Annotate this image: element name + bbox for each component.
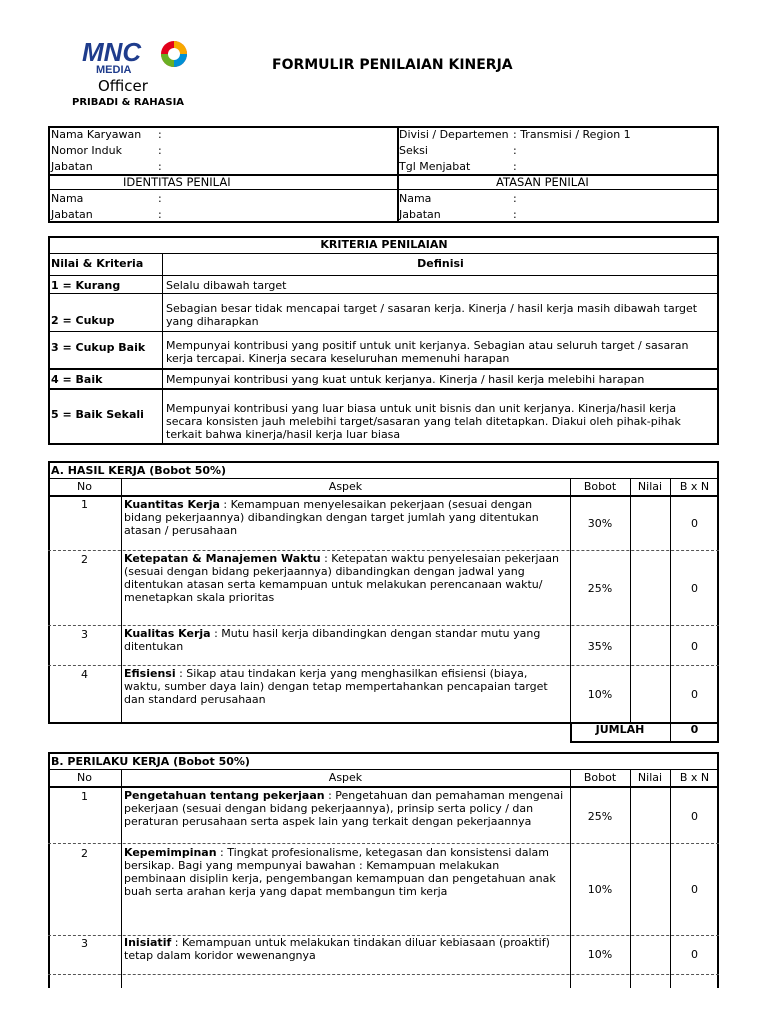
bxn-value: 0 bbox=[691, 582, 698, 595]
aspect-cell bbox=[124, 552, 564, 604]
aspect-cell bbox=[124, 846, 564, 898]
employee-id-value: : bbox=[158, 144, 162, 157]
row-number: 1 bbox=[81, 498, 88, 511]
weight-value: 25% bbox=[587, 810, 613, 823]
section-label: Seksi bbox=[399, 144, 428, 157]
row-number: 4 bbox=[81, 668, 88, 681]
col-score-header: Nilai bbox=[637, 771, 663, 784]
col-no-header: No bbox=[77, 480, 92, 493]
bxn-value: 0 bbox=[691, 640, 698, 653]
col-bxn-header: B x N bbox=[679, 771, 710, 784]
superior-position-value: : bbox=[513, 208, 517, 221]
total-label: JUMLAH bbox=[595, 723, 645, 736]
row-number: 3 bbox=[81, 628, 88, 641]
criteria-score: 2 = Cukup bbox=[51, 314, 115, 327]
row-number: 3 bbox=[81, 937, 88, 950]
row-number: 1 bbox=[81, 790, 88, 803]
aspect-title: Kualitas Kerja bbox=[124, 627, 211, 640]
superior-name-label: Nama bbox=[399, 192, 432, 205]
criteria-definition: Selalu dibawah target bbox=[166, 279, 287, 292]
bxn-value: 0 bbox=[691, 517, 698, 530]
section-b-heading: B. PERILAKU KERJA (Bobot 50%) bbox=[51, 755, 250, 768]
col-aspect-header: Aspek bbox=[328, 771, 363, 784]
weight-value: 30% bbox=[587, 517, 613, 530]
section-value: : bbox=[513, 144, 517, 157]
logo-subtext: MEDIA bbox=[96, 64, 132, 76]
superior-position-label: Jabatan bbox=[399, 208, 441, 221]
criteria-score-header: Nilai & Kriteria bbox=[51, 257, 144, 270]
employee-name-value: : bbox=[158, 128, 162, 141]
row-number: 2 bbox=[81, 847, 88, 860]
total-value: 0 bbox=[690, 723, 699, 736]
col-score-header: Nilai bbox=[637, 480, 663, 493]
aspect-title: Pengetahuan tentang pekerjaan bbox=[124, 789, 325, 802]
aspect-description: : Mutu hasil kerja dibandingkan dengan standar mutu yang ditentukan bbox=[124, 627, 541, 653]
aspect-description: : Sikap atau tindakan kerja yang menghasilkan efisiensi (biaya, waktu, sumber daya lain) dengan tetap mempertahankan pencapaian target dan standard perusahaan bbox=[124, 667, 548, 706]
criteria-definition: Sebagian besar tidak mencapai target / sasaran kerja. Kinerja / hasil kerja masih dibawah target yang diharapkan bbox=[166, 302, 698, 328]
weight-value: 10% bbox=[587, 948, 613, 961]
aspect-cell bbox=[124, 667, 564, 706]
criteria-definition-header: Definisi bbox=[417, 257, 464, 270]
appointment-date-label: Tgl Menjabat bbox=[399, 160, 471, 173]
criteria-score: 1 = Kurang bbox=[51, 279, 121, 292]
appointment-date-value: : bbox=[513, 160, 517, 173]
bxn-value: 0 bbox=[691, 810, 698, 823]
aspect-cell bbox=[124, 936, 564, 962]
aspect-description: : Tingkat profesionalisme, ketegasan dan konsistensi dalam bersikap. Bagi yang mempunyai bawahan : Kemampuan melakukan pembinaan disiplin kerja, pengembangan kemampuan dan pengetahuan anak buah serta arahan kerja yang dapat membangun tim kerja bbox=[124, 846, 556, 898]
form-title: FORMULIR PENILAIAN KINERJA bbox=[272, 57, 513, 73]
aspect-title: Efisiensi bbox=[124, 667, 176, 680]
superior-name-value: : bbox=[513, 192, 517, 205]
superior-heading: ATASAN PENILAI bbox=[496, 175, 589, 189]
aspect-title: Kepemimpinan bbox=[124, 846, 217, 859]
aspect-cell bbox=[124, 498, 564, 537]
division-label: Divisi / Departemen bbox=[399, 128, 509, 141]
criteria-definition: Mempunyai kontribusi yang positif untuk unit kerjanya. Sebagian atau seluruh target / sasaran kerja tercapai. Kinerja secara keseluruhan memenuhi harapan bbox=[166, 339, 689, 365]
aspect-description: : Ketepatan waktu penyelesaian pekerjaan (sesuai dengan bidang pekerjaannya) dibandingkan dengan jadwal yang ditentukan atasan serta kemampuan untuk melakukan perencanaan waktu/ menetapkan skala prioritas bbox=[124, 552, 560, 604]
aspect-cell bbox=[124, 627, 564, 653]
criteria-score: 4 = Baik bbox=[51, 373, 103, 386]
mnc-media-logo bbox=[82, 34, 194, 78]
identity-separator bbox=[48, 189, 719, 190]
bxn-value: 0 bbox=[691, 948, 698, 961]
row-number: 2 bbox=[81, 553, 88, 566]
assessor-position-value: : bbox=[158, 208, 162, 221]
position-label: Jabatan bbox=[51, 160, 93, 173]
col-weight-header: Bobot bbox=[583, 771, 617, 784]
aspect-title: Kuantitas Kerja bbox=[124, 498, 220, 511]
criteria-score: 5 = Baik Sekali bbox=[51, 408, 144, 421]
col-aspect-header: Aspek bbox=[328, 480, 363, 493]
employee-id-label: Nomor Induk bbox=[51, 144, 122, 157]
aspect-description: : Kemampuan untuk melakukan tindakan diluar kebiasaan (proaktif) tetap dalam koridor wewenangnya bbox=[124, 936, 550, 962]
assessor-name-value: : bbox=[158, 192, 162, 205]
criteria-score: 3 = Cukup Baik bbox=[51, 341, 146, 354]
col-no-header: No bbox=[77, 771, 92, 784]
col-bxn-header: B x N bbox=[679, 480, 710, 493]
assessor-heading: IDENTITAS PENILAI bbox=[123, 175, 231, 189]
division-value: : Transmisi / Region 1 bbox=[513, 128, 631, 141]
employee-name-label: Nama Karyawan bbox=[51, 128, 142, 141]
bxn-value: 0 bbox=[691, 688, 698, 701]
assessor-position-label: Jabatan bbox=[51, 208, 93, 221]
aspect-title: Ketepatan & Manajemen Waktu bbox=[124, 552, 321, 565]
position-value: : bbox=[158, 160, 162, 173]
aspect-description: : Pengetahuan dan pemahaman mengenai pekerjaan (sesuai dengan bidang pekerjaannya), prinsip serta policy / dan peraturan perusahaan serta aspek lain yang terkait dengan pekerjaannya bbox=[124, 789, 564, 828]
aspect-cell bbox=[124, 789, 564, 828]
weight-value: 35% bbox=[587, 640, 613, 653]
col-weight-header: Bobot bbox=[583, 480, 617, 493]
assessor-name-label: Nama bbox=[51, 192, 84, 205]
logo-text: MNC bbox=[82, 37, 142, 67]
weight-value: 10% bbox=[587, 883, 613, 896]
confidential-label: PRIBADI & RAHASIA bbox=[72, 97, 185, 108]
section-a-heading: A. HASIL KERJA (Bobot 50%) bbox=[51, 464, 227, 477]
bxn-value: 0 bbox=[691, 883, 698, 896]
aspect-title: Inisiatif bbox=[124, 936, 172, 949]
officer-label: Officer bbox=[98, 77, 148, 95]
weight-value: 25% bbox=[587, 582, 613, 595]
weight-value: 10% bbox=[587, 688, 613, 701]
criteria-heading: KRITERIA PENILAIAN bbox=[320, 238, 448, 251]
aspect-description: : Kemampuan menyelesaikan pekerjaan (sesuai dengan bidang pekerjaannya) dibandingkan dengan target jumlah yang ditentukan atasan / perusahaan bbox=[124, 498, 539, 537]
criteria-definition: Mempunyai kontribusi yang luar biasa untuk unit bisnis dan unit kerjanya. Kinerja/hasil kerja secara konsisten jauh melebihi target/sasaran yang telah ditetapkan. Diakui oleh pihak-pihak terkait bahwa kinerja/hasil kerja luar biasa bbox=[166, 402, 681, 441]
criteria-definition: Mempunyai kontribusi yang kuat untuk kerjanya. Kinerja / hasil kerja melebihi harapan bbox=[166, 373, 645, 386]
